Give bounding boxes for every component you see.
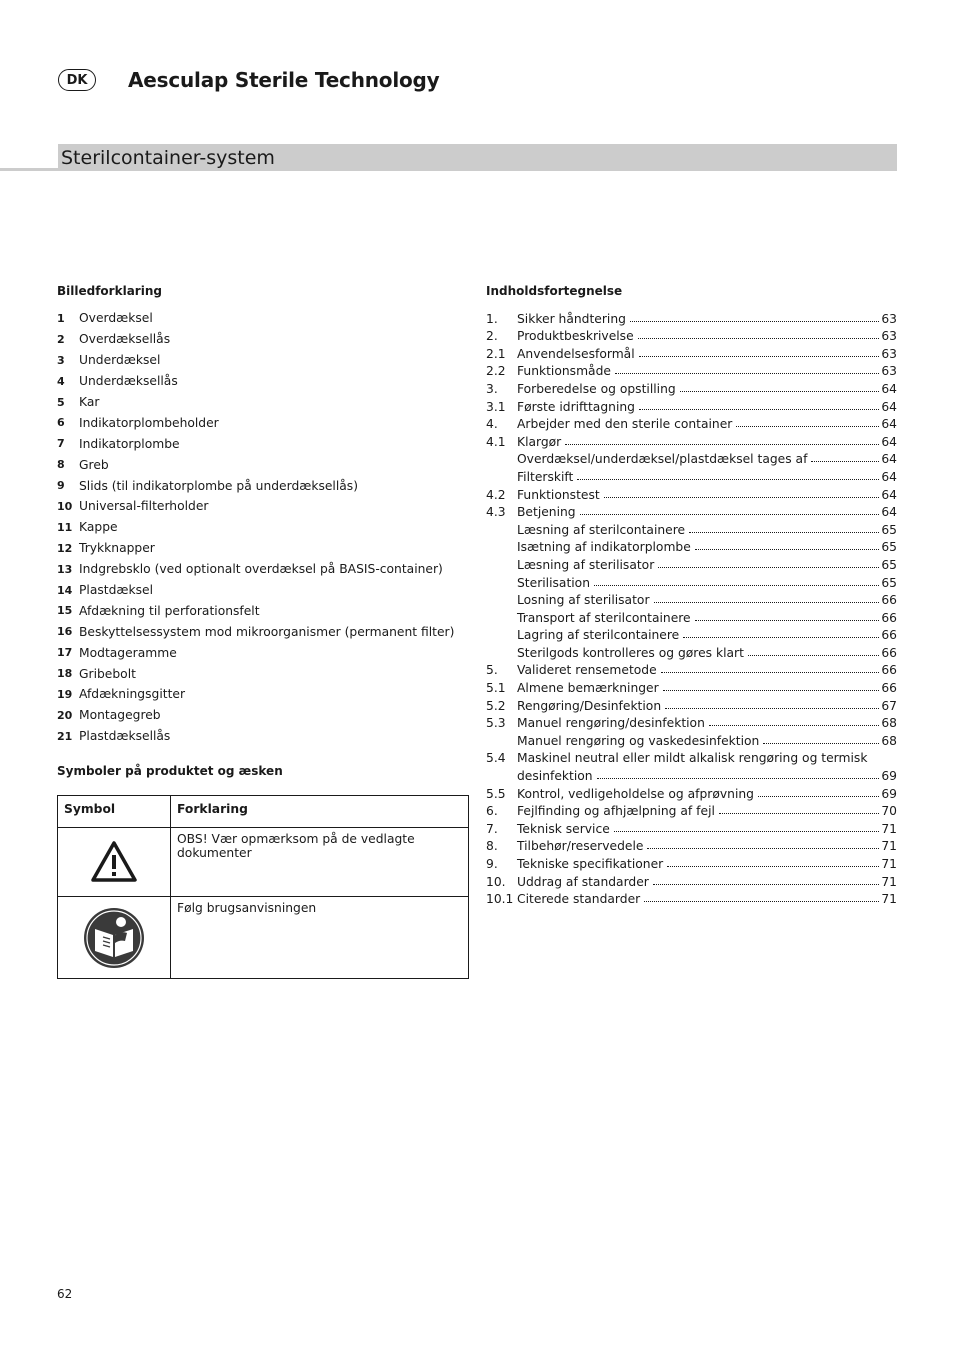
table-row [58,897,469,979]
legend-number: 17 [57,646,73,660]
legend-number: 5 [57,395,65,409]
toc-leader-dots [811,461,879,462]
toc-label: Sterilgods kontrolleres og gøres klart [517,645,744,660]
legend-label: Beskyttelsessystem mod mikroorganismer (permanent filter) [79,624,455,639]
legend-label: Indikatorplombe [79,436,180,451]
toc-entry [486,818,897,836]
toc-entry [486,361,897,379]
toc-leader-dots [683,637,879,638]
legend-label: Underdæksel [79,353,161,368]
toc-number: 5.4 [486,751,506,766]
toc-label: Filterskift [517,469,574,484]
toc-leader-dots [661,672,880,673]
legend-label: Plastdæksel [79,583,153,598]
language-badge: DK [58,69,96,91]
toc-label: Isætning af indikatorplombe [517,540,691,555]
toc-leader-dots [658,567,879,568]
toc-entry [486,308,897,326]
toc-label: Læsning af sterilcontainere [517,522,686,537]
title-bar [58,144,897,171]
toc-number: 5.1 [486,681,506,696]
toc-number: 4.2 [486,487,506,502]
legend-label: Afdækningsgitter [79,687,186,702]
toc-page-number: 63 [881,329,897,344]
toc-entry [486,853,897,871]
column-header-explanation: Forklaring [171,796,469,828]
toc-page-number: 65 [881,522,897,537]
toc-page-number: 71 [881,892,897,907]
toc-page-number: 64 [881,487,897,502]
toc-leader-dots [689,532,879,533]
toc-page-number: 67 [881,698,897,713]
toc-number: 2.2 [486,364,506,379]
toc-entry [486,343,897,361]
list-item [57,705,469,726]
toc-entry [486,502,897,520]
legend-number: 1 [57,311,65,325]
read-manual-icon [83,907,145,969]
symbol-cell [58,897,171,979]
toc-entry [486,748,897,766]
legend-label: Universal-filterholder [79,499,209,514]
legend-list [57,308,469,747]
toc-page-number: 66 [881,628,897,643]
toc-number: 5.5 [486,786,506,801]
page-number: 62 [57,1287,73,1301]
right-column [486,283,897,906]
list-item [57,329,469,350]
toc-number: 10.1 [486,892,514,907]
toc-label: Citerede standarder [517,892,641,907]
legend-label: Trykknapper [79,541,155,556]
legend-number: 14 [57,583,73,597]
toc-leader-dots [654,602,880,603]
legend-label: Slids (til indikatorplombe på underdæksellås) [79,478,358,493]
title-bar-accent [0,168,58,171]
toc-label: Sikker håndtering [517,311,626,326]
toc-page-number: 66 [881,663,897,678]
legend-label: Kar [79,395,100,409]
toc-leader-dots [639,409,879,410]
toc-leader-dots [604,497,880,498]
toc-leader-dots [615,373,879,374]
toc-entry [486,572,897,590]
toc-label: Rengøring/Desinfektion [517,698,662,713]
toc-number: 10. [486,874,506,889]
list-item [57,663,469,684]
toc-number: 4. [486,417,498,432]
toc-entry [486,449,897,467]
toc-page-number: 65 [881,540,897,555]
toc-leader-dots [630,321,879,322]
toc-leader-dots [695,549,880,550]
legend-number: 10 [57,499,73,513]
toc-leader-dots [748,655,879,656]
legend-label: Afdækning til perforationsfelt [79,603,260,618]
page-title: Sterilcontainer-system [61,147,275,169]
toc-leader-dots [736,426,879,427]
toc-label: Funktionsmåde [517,364,611,379]
list-item [57,496,469,517]
toc-page-number: 63 [881,364,897,379]
toc-number: 1. [486,311,498,326]
toc-page-number: 66 [881,610,897,625]
list-item [57,308,469,329]
legend-number: 15 [57,604,73,618]
legend-number: 12 [57,541,73,555]
toc-label: Anvendelsesformål [517,346,635,361]
toc-label: Tilbehør/reservedele [517,839,644,854]
toc-leader-dots [665,708,879,709]
toc-entry [486,801,897,819]
toc-page-number: 63 [881,311,897,326]
legend-label: Kappe [79,520,118,535]
toc-page-number: 66 [881,681,897,696]
toc-label: Tekniske specifikationer [517,857,664,871]
toc-number: 2.1 [486,346,506,361]
column-header-symbol: Symbol [58,796,171,828]
toc-entry [486,378,897,396]
list-item [57,412,469,433]
toc-entry [486,836,897,854]
toc-label: Almene bemærkninger [517,681,659,696]
legend-label: Modtageramme [79,645,177,660]
legend-number: 18 [57,667,73,681]
toc-label: Produktbeskrivelse [517,329,634,344]
toc-label: Lagring af sterilcontainere [517,628,680,643]
toc-leader-dots [580,514,880,515]
toc-label: Arbejder med den sterile container [517,417,733,432]
list-item [57,621,469,642]
toc-entry [486,537,897,555]
toc-page-number: 64 [881,505,897,520]
toc-page-number: 65 [881,557,897,572]
list-item [57,538,469,559]
legend-number: 7 [57,437,65,451]
toc-entry [486,889,897,907]
toc-leader-dots [577,479,879,480]
toc-page-number: 64 [881,469,897,484]
toc-entry [486,765,897,783]
toc-page-number: 70 [881,804,897,819]
toc-entry [486,625,897,643]
legend-label: Montagegreb [79,708,161,723]
toc-page-number: 66 [881,593,897,608]
legend-number: 11 [57,520,73,534]
symbols-title: Symboler på produktet og æsken [57,763,283,778]
toc-label: Manuel rengøring/desinfektion [517,716,705,731]
toc-page-number: 69 [881,786,897,801]
toc-leader-dots [709,725,879,726]
toc-number: 7. [486,821,498,836]
toc-number: 2. [486,329,498,344]
toc-number: 9. [486,857,498,871]
toc-entry [486,677,897,695]
legend-number: 19 [57,687,73,701]
toc-entry [486,414,897,432]
toc-leader-dots [638,338,880,339]
toc-label: Transport af sterilcontainere [517,610,691,625]
toc-label: Uddrag af standarder [517,874,649,889]
toc-leader-dots [644,901,879,902]
toc-entry [486,396,897,414]
toc-leader-dots [639,356,880,357]
toc-page-number: 69 [881,769,897,784]
legend-number: 4 [57,374,65,388]
toc-page-number: 64 [881,452,897,467]
toc-entry [486,730,897,748]
toc-leader-dots [663,690,880,691]
warning-triangle-icon [90,840,138,884]
table-of-contents [486,308,897,906]
toc-label: Klargør [517,434,562,449]
toc-label: Manuel rengøring og vaskedesinfektion [517,733,760,748]
toc-entry [486,554,897,572]
legend-number: 6 [57,416,65,430]
toc-leader-dots [565,444,879,445]
left-column [57,283,469,915]
header [58,66,96,94]
toc-entry [486,466,897,484]
toc-label: Valideret rensemetode [517,663,657,678]
legend-title: Billedforklaring [57,284,162,298]
toc-leader-dots [614,831,880,832]
toc-number: 5. [486,663,498,678]
toc-leader-dots [647,848,879,849]
legend-number: 20 [57,708,73,722]
toc-page-number: 71 [881,839,897,854]
toc-entry [486,607,897,625]
legend-number: 13 [57,562,73,576]
toc-label: Maskinel neutral eller mildt alkalisk rengøring og termisk [517,751,868,766]
toc-label: Losning af sterilisator [517,593,650,608]
toc-label: Teknisk service [517,821,610,836]
list-item [57,600,469,621]
list-item [57,454,469,475]
toc-entry [486,642,897,660]
toc-page-number: 71 [881,821,897,836]
list-item [57,475,469,496]
toc-leader-dots [695,620,880,621]
legend-number: 16 [57,625,73,639]
toc-label: desinfektion [517,769,593,784]
toc-label: Første idrifttagning [517,399,635,414]
list-item [57,642,469,663]
toc-leader-dots [680,391,880,392]
toc-page-number: 71 [881,874,897,889]
symbols-table [57,795,469,979]
toc-entry [486,484,897,502]
toc-entry [486,660,897,678]
toc-page-number: 65 [881,575,897,590]
legend-label: Greb [79,457,109,472]
legend-label: Indikatorplombeholder [79,415,219,430]
toc-label: Betjening [517,505,576,520]
legend-number: 21 [57,729,73,743]
toc-entry [486,713,897,731]
toc-page-number: 68 [881,733,897,748]
list-item [57,726,469,747]
toc-leader-dots [597,778,880,779]
toc-number: 3. [486,381,498,396]
toc-label: Funktionstest [517,487,600,502]
toc-leader-dots [719,813,879,814]
toc-label: Fejlfinding og afhjælpning af fejl [517,804,715,819]
toc-number: 6. [486,804,498,819]
toc-number: 5.2 [486,698,506,713]
symbol-explanation: Følg brugsanvisningen [171,897,469,979]
list-item [57,371,469,392]
legend-number: 9 [57,479,65,493]
list-item [57,433,469,454]
toc-entry [486,783,897,801]
toc-page-number: 64 [881,417,897,432]
list-item [57,350,469,371]
toc-entry [486,519,897,537]
toc-label: Læsning af sterilisator [517,557,655,572]
toc-label: Kontrol, vedligeholdelse og afprøvning [517,786,754,801]
toc-page-number: 71 [881,857,897,871]
toc-number: 5.3 [486,716,506,731]
list-item [57,559,469,580]
table-row [58,828,469,897]
toc-leader-dots [758,796,879,797]
toc-leader-dots [667,866,879,867]
toc-page-number: 66 [881,645,897,660]
toc-page-number: 68 [881,716,897,731]
toc-number: 4.1 [486,434,506,449]
symbol-cell [58,828,171,897]
legend-label: Overdæksel [79,311,153,326]
brand-title: Aesculap Sterile Technology [128,68,440,92]
toc-label: Forberedelse og opstilling [517,381,676,396]
list-item [57,684,469,705]
legend-number: 2 [57,332,65,346]
toc-label: Sterilisation [517,575,590,590]
legend-label: Gribebolt [79,666,136,681]
legend-label: Indgrebsklo (ved optionalt overdæksel på BASIS-container) [79,562,443,577]
legend-label: Underdæksellås [79,374,178,389]
list-item [57,392,469,413]
list-item [57,580,469,601]
toc-number: 4.3 [486,505,506,520]
toc-entry [486,431,897,449]
toc-number: 8. [486,839,498,854]
legend-label: Overdæksellås [79,332,171,347]
toc-leader-dots [594,585,879,586]
toc-page-number: 64 [881,434,897,449]
symbol-explanation: OBS! Vær opmærksom på de vedlagte dokumenter [171,828,469,897]
toc-entry [486,871,897,889]
legend-number: 3 [57,353,65,367]
toc-label: Overdæksel/underdæksel/plastdæksel tages af [517,452,808,467]
toc-entry [486,590,897,608]
toc-page-number: 64 [881,399,897,414]
list-item [57,517,469,538]
toc-page-number: 63 [881,346,897,361]
toc-leader-dots [763,743,879,744]
symbols-table-header [58,796,469,828]
legend-label: Plastdæksellås [79,729,171,744]
legend-number: 8 [57,458,65,472]
toc-leader-dots [653,884,879,885]
toc-entry [486,326,897,344]
toc-title: Indholdsfortegnelse [486,284,623,298]
toc-page-number: 64 [881,381,897,396]
toc-number: 3.1 [486,399,506,414]
toc-entry [486,695,897,713]
